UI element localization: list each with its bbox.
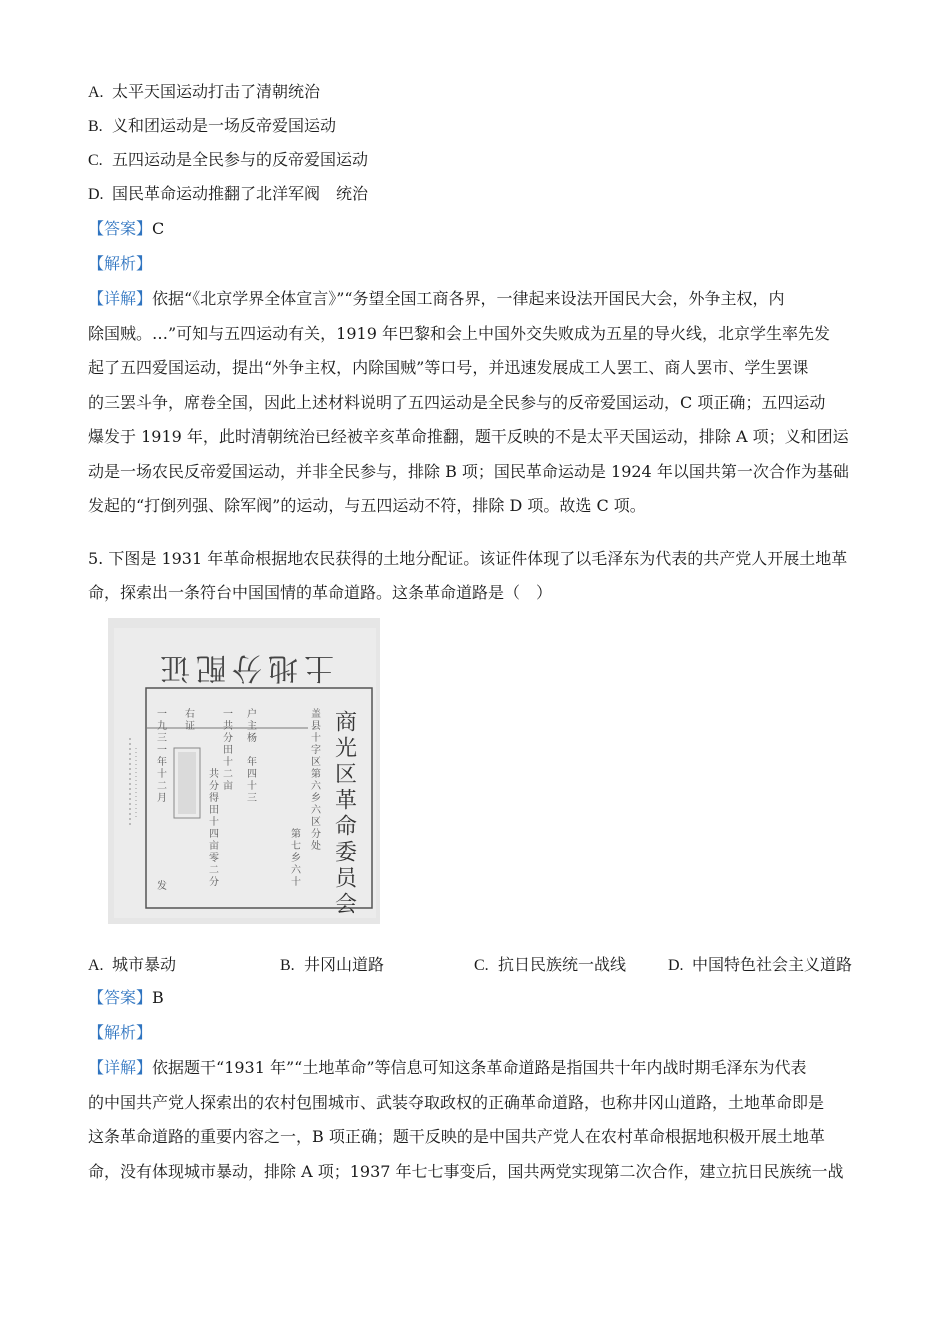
q5-detail-paragraph	[88, 1051, 878, 1189]
q5-option-d-letter: D.	[668, 957, 684, 974]
q5-option-c-letter: C.	[474, 957, 489, 974]
q4-answer	[88, 218, 164, 240]
q4-answer-tag: 【答案】	[88, 219, 153, 238]
q5-detail-line	[88, 1051, 878, 1086]
q4-detail-line: 动是一场农民反帝爱国运动，并非全民参与，排除 B 项；国民革命运动是 1924 年以国共第一次合作为基础	[88, 461, 849, 481]
q4-detail-line: 起了五四爱国运动，提出“外争主权，内除国贼”等口号，并迅速发展成工人罢工、商人罢市、学生罢课	[88, 358, 809, 377]
q5-detail-text: 依据题干“1931 年”“土地革命”等信息可知这条革命道路是指国共十年内战时期毛泽东为代表	[152, 1058, 807, 1077]
q4-option-c	[88, 149, 368, 172]
q5-detail-line: 这条革命道路的重要内容之一，B 项正确；题干反映的是中国共产党人在农村革命根据地积极开展土地革	[88, 1127, 825, 1146]
certificate-column-9: 发	[154, 880, 166, 890]
q4-option-c-letter: C.	[88, 152, 103, 169]
q4-detail-text: 依据“《北京学界全体宣言》”“务望全国工商各界，一律起来设法开国民大会，外争主权，内	[152, 289, 785, 308]
q5-stem-line: 命，探索出一条符台中国国情的革命道路。这条革命道路是（ ）	[88, 583, 553, 602]
q5-option-d-text: 中国特色社会主义道路	[692, 955, 853, 974]
q4-option-b-letter: B.	[88, 118, 103, 135]
certificate-column-5: 一共分田十二亩	[220, 708, 232, 792]
certificate-header: 土地分配证	[154, 650, 334, 685]
q4-analysis-heading	[88, 253, 152, 275]
q4-detail-line	[88, 282, 878, 317]
certificate-column-4: 户主杨 年四十三	[244, 708, 256, 804]
q5-analysis-tag: 【解析】	[88, 1023, 153, 1042]
q4-option-d-text: 国民革命运动推翻了北洋军阀 统治	[112, 184, 369, 203]
q5-answer	[88, 987, 164, 1009]
q4-option-d	[88, 183, 368, 206]
certificate-column-3: 第七乡六十	[288, 828, 300, 888]
q5-stem	[88, 542, 878, 610]
certificate-column-1: 商光区革命委员会	[331, 710, 357, 918]
q5-option-b	[280, 952, 384, 975]
q4-detail-tag: 【详解】	[88, 289, 153, 308]
q4-detail-line: 发起的“打倒列强、除军阀”的运动，与五四运动不符，排除 D 项。故选 C 项。	[88, 496, 646, 515]
q4-option-b-text: 义和团运动是一场反帝爱国运动	[112, 116, 337, 135]
q4-option-d-letter: D.	[88, 186, 104, 203]
certificate-column-2: 盖县十字区第六乡六区分处	[308, 708, 320, 852]
q5-stem-line: 5. 下图是 1931 年革命根据地农民获得的土地分配证。该证件体现了以毛泽东为代表的共产党人开展土地革	[88, 549, 848, 568]
q5-detail-tag: 【详解】	[88, 1058, 153, 1077]
q4-option-b	[88, 115, 336, 138]
q5-options	[88, 952, 878, 976]
q5-detail-line: 命，没有体现城市暴动，排除 A 项；1937 年七七事变后，国共两党实现第二次合作，建立抗日民族统一战	[88, 1161, 844, 1181]
q5-option-b-letter: B.	[280, 957, 295, 974]
q5-option-c-text: 抗日民族统一战线	[498, 955, 627, 974]
q4-detail-paragraph	[88, 282, 878, 524]
q5-option-a-text: 城市暴动	[112, 955, 177, 974]
q4-option-a	[88, 81, 320, 104]
q4-detail-line: 爆发于 1919 年，此时清朝统治已经被辛亥革命推翻，题干反映的不是太平天国运动，排除 A 项；义和团运	[88, 427, 849, 446]
q4-analysis-tag: 【解析】	[88, 254, 153, 273]
q4-option-c-text: 五四运动是全民参与的反帝爱国运动	[112, 150, 369, 169]
land-certificate-photo	[108, 618, 380, 924]
q4-detail-line: 的三罢斗争，席卷全国，因此上述材料说明了五四运动是全民参与的反帝爱国运动，C 项正确；五四运动	[88, 392, 826, 412]
q5-option-a	[88, 952, 176, 975]
certificate-column-6: 共分得田十四亩零二分	[206, 768, 218, 888]
q4-answer-value: C	[152, 219, 165, 238]
certificate-column-8: 一九三一年十二月	[154, 708, 166, 804]
q4-option-a-letter: A.	[88, 84, 104, 101]
q4-detail-line: 除国贼。…”可知与五四运动有关，1919 年巴黎和会上中国外交失败成为五星的导火线，北京学生率先发	[88, 323, 830, 343]
q5-option-a-letter: A.	[88, 957, 104, 974]
q5-option-d	[668, 952, 852, 975]
q5-analysis-heading	[88, 1022, 152, 1044]
q5-answer-tag: 【答案】	[88, 988, 153, 1007]
certificate-column-7: 右证	[182, 708, 194, 732]
q5-option-c	[474, 952, 626, 975]
q4-option-a-text: 太平天国运动打击了清朝统治	[112, 82, 321, 101]
q5-option-b-text: 井冈山道路	[304, 955, 385, 974]
q5-answer-value: B	[152, 988, 164, 1007]
q5-detail-line: 的中国共产党人探索出的农村包围城市、武装夺取政权的正确革命道路，也称井冈山道路，土地革命即是	[88, 1092, 825, 1112]
